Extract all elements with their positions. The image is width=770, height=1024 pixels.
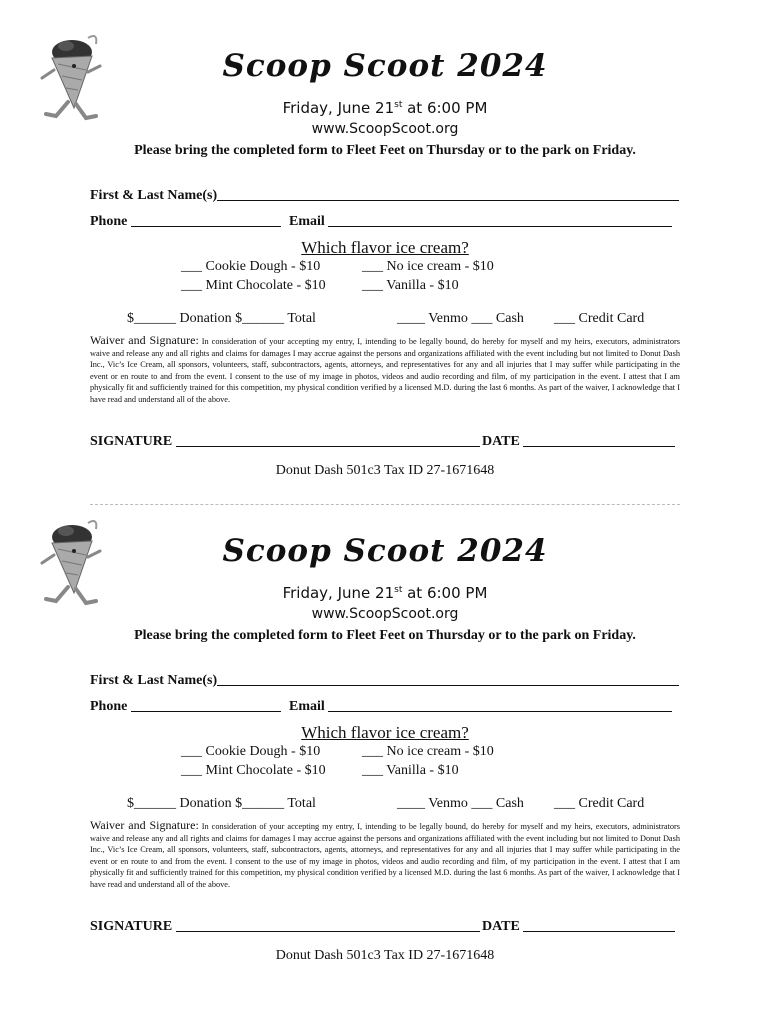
payment-venmo-cash[interactable]: ____ Venmo ___ Cash xyxy=(397,311,524,326)
phone-field[interactable]: Phone xyxy=(90,697,281,715)
event-url: www.ScoopScoot.org xyxy=(311,606,459,622)
option-no-ice-cream[interactable]: ___ No ice cream - $10 xyxy=(362,744,494,759)
event-title: Scoop Scoot 2024 xyxy=(222,48,548,84)
event-date: Friday, June 21st at 6:00 PM xyxy=(282,99,488,117)
tax-id: Donut Dash 501c3 Tax ID 27-1671648 xyxy=(275,948,495,963)
donation-total-field[interactable]: $______ Donation $______ Total xyxy=(127,796,316,811)
option-no-ice-cream[interactable]: ___ No ice cream - $10 xyxy=(362,259,494,274)
name-field[interactable]: First & Last Name(s) xyxy=(90,186,679,204)
option-mint-chocolate[interactable]: ___ Mint Chocolate - $10 xyxy=(181,763,326,778)
registration-form-1 xyxy=(0,0,770,480)
name-field[interactable]: First & Last Name(s) xyxy=(90,671,679,689)
signature-field[interactable]: SIGNATURE xyxy=(90,917,480,935)
date-field[interactable]: DATE xyxy=(482,432,675,450)
flavor-heading: Which flavor ice cream? xyxy=(301,723,469,742)
flavor-heading: Which flavor ice cream? xyxy=(301,238,469,257)
option-cookie-dough[interactable]: ___ Cookie Dough - $10 xyxy=(181,744,321,759)
return-instructions: Please bring the completed form to Fleet Feet on Thursday or to the park on Friday. xyxy=(134,143,636,158)
waiver-text: Waiver and Signature: In consideration of your accepting my entry, I, intending to be legally bound, do hereby for myself and my heirs, executors, administrators waive and release any and all rights and claims for damages I may accrue against the persons and organizations affiliated with the event including but not limited to Donut Dash Inc., Vic’s Ice Cream, all sponsors, volunteers, staff, subcontractors, agents, attorneys, and representatives for any and all injuries that I may suffer while participating in the event or en route to and from the event. I consent to the use of my image in photos, videos and audio recording and film, of my participation in the event. I attest that I am physically fit and sufficiently trained for this competition, my physical condition verified by a licensed M.D. during the last 6 months. As part of the waiver, I acknowledge that I have read and understand all of the above. xyxy=(90,818,681,889)
event-date: Friday, June 21st at 6:00 PM xyxy=(282,584,488,602)
payment-credit-card[interactable]: ___ Credit Card xyxy=(554,796,645,811)
date-field[interactable]: DATE xyxy=(482,917,675,935)
waiver-text: Waiver and Signature: In consideration of your accepting my entry, I, intending to be legally bound, do hereby for myself and my heirs, executors, administrators waive and release any and all rights and claims for damages I may accrue against the persons and organizations affiliated with the event including but not limited to Donut Dash Inc., Vic’s Ice Cream, all sponsors, volunteers, staff, subcontractors, agents, attorneys, and representatives for any and all injuries that I may suffer while participating in the event or en route to and from the event. I consent to the use of my image in photos, videos and audio recording and film, of my participation in the event. I attest that I am physically fit and sufficiently trained for this competition, my physical condition verified by a licensed M.D. during the last 6 months. As part of the waiver, I acknowledge that I have read and understand all of the above. xyxy=(90,333,681,404)
option-cookie-dough[interactable]: ___ Cookie Dough - $10 xyxy=(181,259,321,274)
tax-id: Donut Dash 501c3 Tax ID 27-1671648 xyxy=(275,463,495,478)
event-title: Scoop Scoot 2024 xyxy=(222,533,548,569)
return-instructions: Please bring the completed form to Fleet Feet on Thursday or to the park on Friday. xyxy=(134,628,636,643)
payment-credit-card[interactable]: ___ Credit Card xyxy=(554,311,645,326)
option-vanilla[interactable]: ___ Vanilla - $10 xyxy=(362,278,459,293)
donation-total-field[interactable]: $______ Donation $______ Total xyxy=(127,311,316,326)
event-url: www.ScoopScoot.org xyxy=(311,121,459,137)
phone-field[interactable]: Phone xyxy=(90,212,281,230)
option-mint-chocolate[interactable]: ___ Mint Chocolate - $10 xyxy=(181,278,326,293)
payment-venmo-cash[interactable]: ____ Venmo ___ Cash xyxy=(397,796,524,811)
registration-form-2 xyxy=(0,485,770,965)
email-field[interactable]: Email xyxy=(289,212,672,230)
signature-field[interactable]: SIGNATURE xyxy=(90,432,480,450)
option-vanilla[interactable]: ___ Vanilla - $10 xyxy=(362,763,459,778)
email-field[interactable]: Email xyxy=(289,697,672,715)
